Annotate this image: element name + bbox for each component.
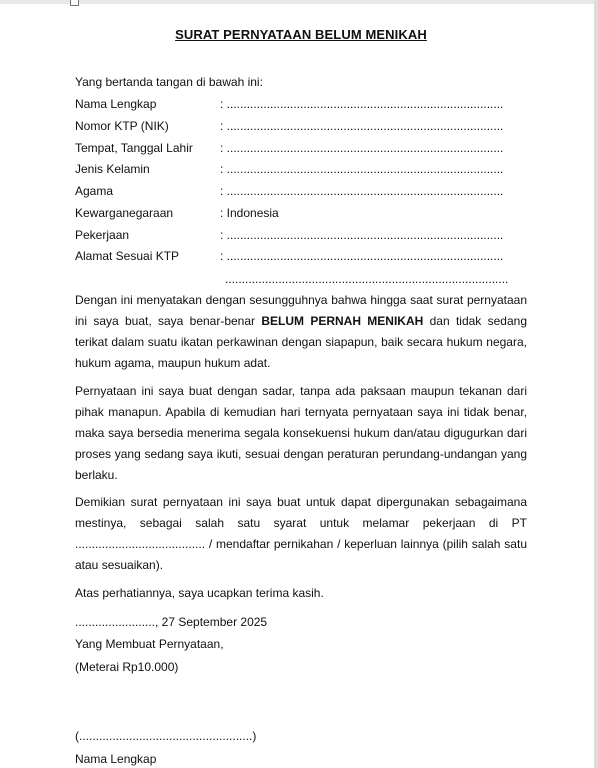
field-label: Nama Lengkap (75, 97, 157, 111)
field-nama-lengkap (75, 97, 527, 113)
field-value: : ................................................................................... (220, 228, 504, 242)
field-value: : ................................................................................... (220, 249, 504, 263)
field-label: Nomor KTP (NIK) (75, 119, 169, 133)
field-value: : ................................................................................... (220, 184, 504, 198)
page-right-edge (594, 0, 598, 768)
field-pekerjaan (75, 228, 527, 244)
address-continuation-line: ..................................................................................... (225, 272, 509, 286)
signer-name: Nama Lengkap (75, 752, 157, 766)
field-jenis-kelamin (75, 162, 527, 178)
place-date: ........................, 27 September 2025 (75, 615, 268, 629)
signature-line: (....................................................) (75, 729, 257, 743)
text-boundary-mark (70, 0, 79, 6)
field-value: : Indonesia (220, 206, 279, 220)
statement-emphasis: BELUM PERNAH MENIKAH (261, 314, 424, 328)
page-top-edge (0, 0, 598, 4)
signer-label: Yang Membuat Pernyataan, (75, 637, 224, 651)
field-label: Tempat, Tanggal Lahir (75, 141, 193, 155)
field-value: : ................................................................................... (220, 141, 504, 155)
consequence-paragraph: Pernyataan ini saya buat dengan sadar, tanpa ada paksaan maupun tekanan dari pihak manapun. Apabila di kemudian hari ternyata pernyataan saya ini tidak benar, maka saya bersedia menerima segala konsekuensi hukum dan/atau digugurkan dari proses yang sedang saya ikuti, sesuai dengan peraturan perundang-undangan yang berlaku. (75, 384, 527, 482)
document-title: SURAT PERNYATAAN BELUM MENIKAH (175, 27, 427, 42)
field-kewarganegaraan (75, 206, 527, 222)
field-alamat (75, 249, 527, 265)
field-value: : ................................................................................... (220, 97, 504, 111)
purpose-paragraph: Demikian surat pernyataan ini saya buat untuk dapat dipergunakan sebagaimana mestinya, sebagai salah satu syarat untuk melamar pekerjaan di PT ....................................... / mendaftar pernikahan / keperluan lainnya (pilih salah satu atau sesuaikan). (75, 495, 527, 572)
field-value: : ................................................................................... (220, 162, 504, 176)
field-label: Agama (75, 184, 114, 198)
closing-text: Atas perhatiannya, saya ucapkan terima kasih. (75, 586, 324, 600)
intro-text: Yang bertanda tangan di bawah ini: (75, 75, 263, 89)
field-value: : ................................................................................... (220, 119, 504, 133)
statement-text-start: Dengan ini menyatakan dengan sesungguhnya bahwa hingga saat surat pernyataan ini saya buat, saya benar-benar (75, 293, 527, 328)
field-nomor-ktp (75, 119, 527, 135)
field-tempat-tanggal-lahir (75, 141, 527, 157)
field-agama (75, 184, 527, 200)
statement-text-end: dan tidak sedang terikat dalam suatu ikatan perkawinan dengan siapapun, baik secara hukum negara, hukum agama, maupun hukum adat. (75, 314, 527, 370)
field-label: Jenis Kelamin (75, 162, 150, 176)
statement-paragraph (75, 290, 527, 374)
stamp-duty-note: (Meterai Rp10.000) (75, 660, 179, 674)
field-label: Kewarganegaraan (75, 206, 174, 220)
field-label: Pekerjaan (75, 228, 130, 242)
field-label: Alamat Sesuai KTP (75, 249, 180, 263)
